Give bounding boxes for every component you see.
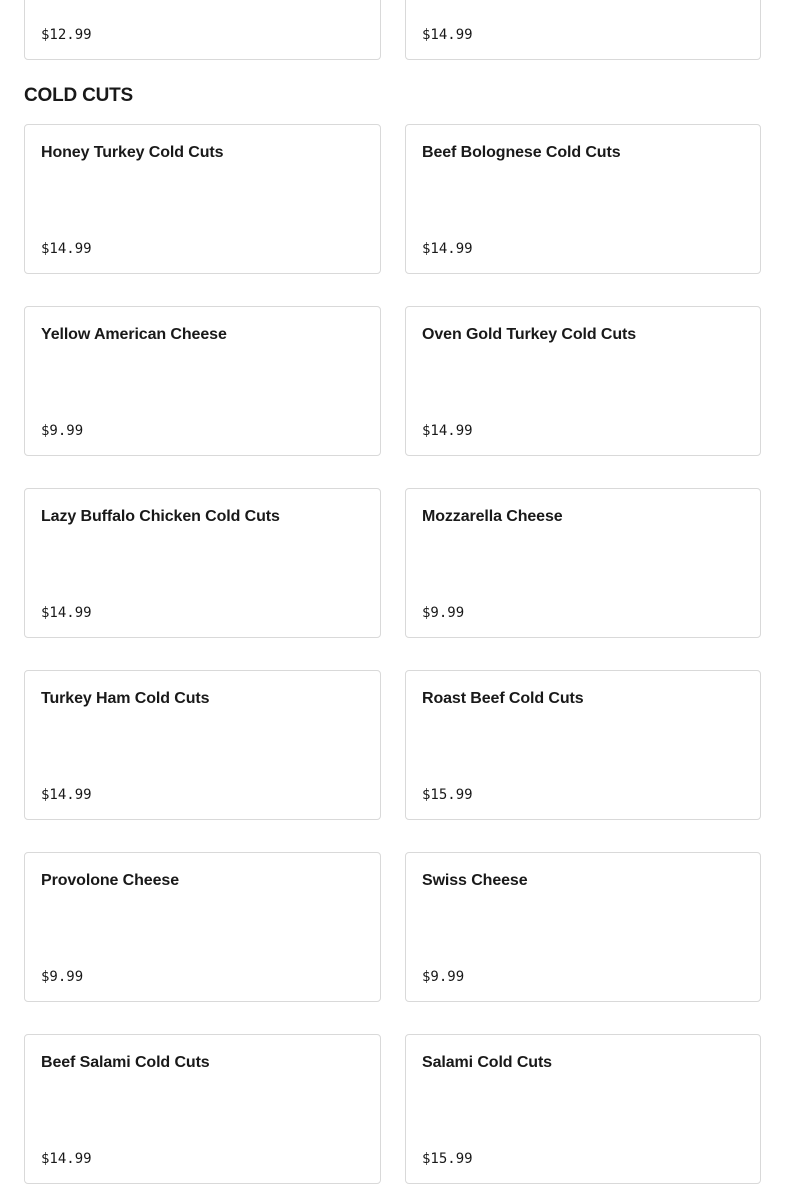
menu-item-name: Salami Cold Cuts [422,1054,552,1071]
menu-item-card[interactable] [405,488,761,638]
menu-item-card[interactable] [405,306,761,456]
menu-item-price: $9.99 [422,605,465,621]
menu-item-price: $15.99 [422,1151,473,1167]
menu-item-price: $14.99 [422,423,473,439]
menu-item-card[interactable] [24,852,381,1002]
previous-section-grid [24,0,761,60]
menu-item-card[interactable] [24,670,381,820]
menu-item-card[interactable] [24,488,381,638]
menu-item-price: $15.99 [422,787,473,803]
menu-item-name: Swiss Cheese [422,872,528,889]
menu-item-name: Beef Bolognese Cold Cuts [422,144,621,161]
menu-item-card[interactable] [24,124,381,274]
menu-item-name: Yellow American Cheese [41,326,227,343]
menu-item-name: Roast Beef Cold Cuts [422,690,584,707]
menu-item-name: Beef Salami Cold Cuts [41,1054,210,1071]
menu-item-card[interactable] [405,852,761,1002]
menu-item-price: $9.99 [41,423,84,439]
menu-item-price: $12.99 [41,27,92,43]
menu-item-price: $14.99 [41,605,92,621]
menu-item-price: $9.99 [41,969,84,985]
menu-item-price: $14.99 [41,787,92,803]
section-title: COLD CUTS [24,85,134,106]
menu-item-price: $14.99 [41,1151,92,1167]
menu-item-name: Mozzarella Cheese [422,508,563,525]
menu-item-card[interactable] [24,0,381,60]
menu-item-card[interactable] [405,124,761,274]
menu-item-name: Provolone Cheese [41,872,180,889]
menu-item-price: $14.99 [422,27,473,43]
cold-cuts-grid [24,124,761,1184]
menu-item-name: Lazy Buffalo Chicken Cold Cuts [41,508,280,525]
menu-item-card[interactable] [405,1034,761,1184]
menu-item-name: Turkey Ham Cold Cuts [41,690,210,707]
menu-item-card[interactable] [405,0,761,60]
menu-item-card[interactable] [24,306,381,456]
menu-item-price: $9.99 [422,969,465,985]
menu-item-card[interactable] [405,670,761,820]
menu-item-price: $14.99 [41,241,92,257]
menu-item-card[interactable] [24,1034,381,1184]
menu-item-price: $14.99 [422,241,473,257]
menu-item-name: Oven Gold Turkey Cold Cuts [422,326,637,343]
menu-item-name: Honey Turkey Cold Cuts [41,144,224,161]
